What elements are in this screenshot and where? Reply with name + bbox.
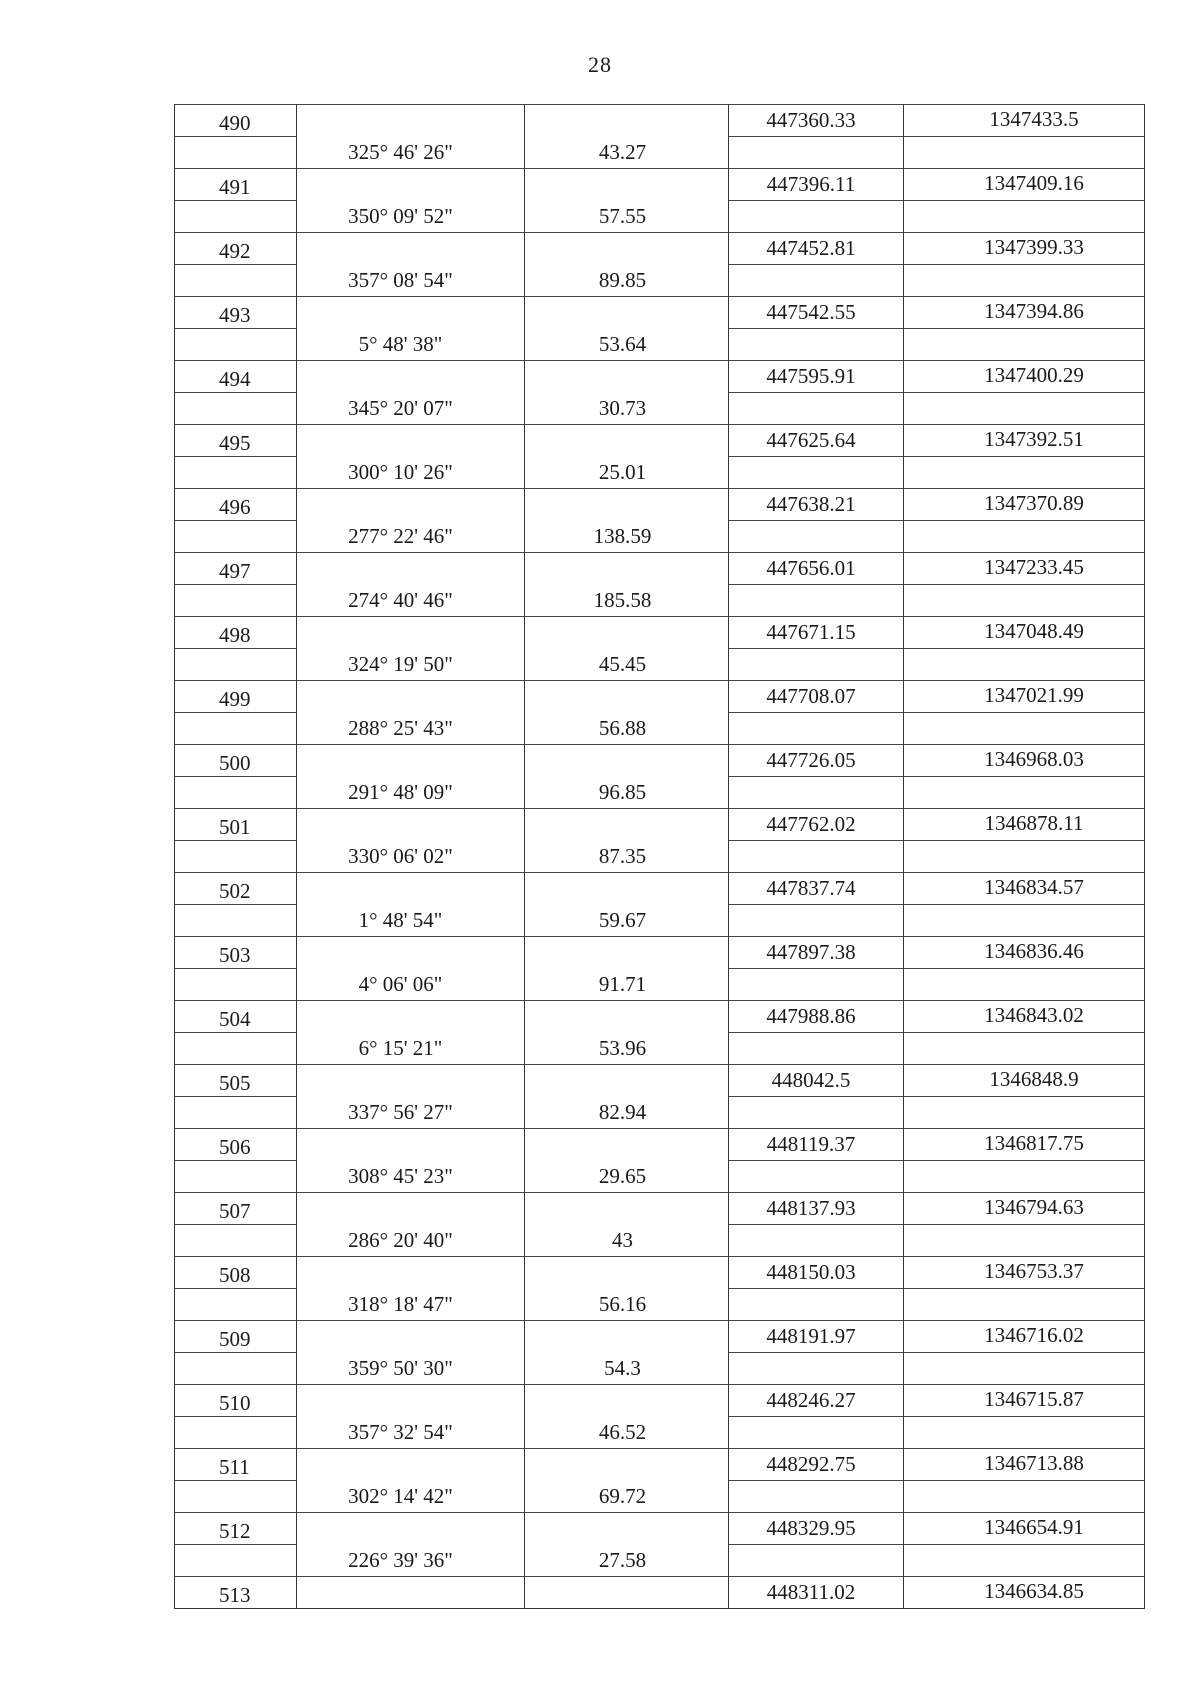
empty-cell [729, 585, 904, 617]
line-row [175, 777, 1145, 809]
empty-cell [904, 585, 1145, 617]
northing-cell: 1347433.5 [904, 105, 1145, 137]
line-row [175, 137, 1145, 169]
empty-cell [525, 681, 729, 713]
empty-cell [175, 1417, 297, 1449]
distance-cell: 82.94 [525, 1097, 729, 1129]
bearing-cell: 318° 18' 47" [297, 1289, 525, 1321]
point-row [175, 233, 1145, 265]
bearing-cell: 5° 48' 38" [297, 329, 525, 361]
bearing-cell: 300° 10' 26" [297, 457, 525, 489]
point-row [175, 1577, 1145, 1609]
empty-cell [525, 617, 729, 649]
point-id-cell: 508 [175, 1257, 297, 1289]
northing-cell: 1346716.02 [904, 1321, 1145, 1353]
line-row [175, 649, 1145, 681]
line-row [175, 969, 1145, 1001]
distance-cell: 29.65 [525, 1161, 729, 1193]
empty-cell [904, 713, 1145, 745]
line-row [175, 841, 1145, 873]
easting-cell: 447988.86 [729, 1001, 904, 1033]
empty-cell [525, 553, 729, 585]
point-row [175, 1513, 1145, 1545]
distance-cell: 30.73 [525, 393, 729, 425]
point-row [175, 1065, 1145, 1097]
empty-cell [729, 969, 904, 1001]
empty-cell [297, 1001, 525, 1033]
empty-cell [729, 1033, 904, 1065]
distance-cell: 87.35 [525, 841, 729, 873]
distance-cell: 138.59 [525, 521, 729, 553]
easting-cell: 447762.02 [729, 809, 904, 841]
point-row [175, 1257, 1145, 1289]
easting-cell: 447671.15 [729, 617, 904, 649]
northing-cell: 1346834.57 [904, 873, 1145, 905]
bearing-cell: 274° 40' 46" [297, 585, 525, 617]
point-row [175, 361, 1145, 393]
empty-cell [904, 1225, 1145, 1257]
empty-cell [525, 1449, 729, 1481]
point-row [175, 489, 1145, 521]
empty-cell [729, 457, 904, 489]
empty-cell [525, 233, 729, 265]
bearing-cell: 330° 06' 02" [297, 841, 525, 873]
distance-cell: 91.71 [525, 969, 729, 1001]
northing-cell: 1347394.86 [904, 297, 1145, 329]
line-row [175, 521, 1145, 553]
easting-cell: 448119.37 [729, 1129, 904, 1161]
northing-cell: 1346654.91 [904, 1513, 1145, 1545]
distance-cell: 46.52 [525, 1417, 729, 1449]
distance-cell: 89.85 [525, 265, 729, 297]
empty-cell [297, 233, 525, 265]
empty-cell [175, 1225, 297, 1257]
point-row [175, 169, 1145, 201]
point-id-cell: 506 [175, 1129, 297, 1161]
point-id-cell: 495 [175, 425, 297, 457]
northing-cell: 1347021.99 [904, 681, 1145, 713]
northing-cell: 1347233.45 [904, 553, 1145, 585]
easting-cell: 448042.5 [729, 1065, 904, 1097]
empty-cell [297, 1321, 525, 1353]
northing-cell: 1347048.49 [904, 617, 1145, 649]
point-row [175, 1321, 1145, 1353]
easting-cell: 447656.01 [729, 553, 904, 585]
empty-cell [729, 137, 904, 169]
empty-cell [175, 137, 297, 169]
easting-cell: 448246.27 [729, 1385, 904, 1417]
distance-cell: 53.64 [525, 329, 729, 361]
point-row [175, 1001, 1145, 1033]
northing-cell: 1346794.63 [904, 1193, 1145, 1225]
easting-cell: 448191.97 [729, 1321, 904, 1353]
empty-cell [729, 1097, 904, 1129]
point-row [175, 873, 1145, 905]
easting-cell: 448292.75 [729, 1449, 904, 1481]
line-row [175, 905, 1145, 937]
northing-cell: 1346715.87 [904, 1385, 1145, 1417]
northing-cell: 1347392.51 [904, 425, 1145, 457]
point-id-cell: 513 [175, 1577, 297, 1609]
empty-cell [297, 1577, 525, 1609]
point-id-cell: 492 [175, 233, 297, 265]
empty-cell [175, 329, 297, 361]
empty-cell [904, 905, 1145, 937]
point-id-cell: 512 [175, 1513, 297, 1545]
easting-cell: 447452.81 [729, 233, 904, 265]
empty-cell [904, 1097, 1145, 1129]
distance-cell: 54.3 [525, 1353, 729, 1385]
point-id-cell: 493 [175, 297, 297, 329]
bearing-cell: 288° 25' 43" [297, 713, 525, 745]
empty-cell [297, 297, 525, 329]
bearing-cell: 286° 20' 40" [297, 1225, 525, 1257]
point-id-cell: 502 [175, 873, 297, 905]
point-id-cell: 504 [175, 1001, 297, 1033]
line-row [175, 585, 1145, 617]
easting-cell: 448311.02 [729, 1577, 904, 1609]
empty-cell [297, 1449, 525, 1481]
line-row [175, 201, 1145, 233]
empty-cell [297, 1257, 525, 1289]
empty-cell [525, 1001, 729, 1033]
empty-cell [175, 201, 297, 233]
empty-cell [904, 457, 1145, 489]
empty-cell [175, 1097, 297, 1129]
empty-cell [525, 1129, 729, 1161]
distance-cell: 57.55 [525, 201, 729, 233]
point-id-cell: 503 [175, 937, 297, 969]
empty-cell [729, 265, 904, 297]
bearing-cell: 4° 06' 06" [297, 969, 525, 1001]
empty-cell [729, 841, 904, 873]
distance-cell: 53.96 [525, 1033, 729, 1065]
bearing-cell: 357° 32' 54" [297, 1417, 525, 1449]
bearing-cell: 345° 20' 07" [297, 393, 525, 425]
bearing-cell: 337° 56' 27" [297, 1097, 525, 1129]
empty-cell [297, 425, 525, 457]
empty-cell [729, 1161, 904, 1193]
empty-cell [525, 1065, 729, 1097]
page-number: 28 [588, 52, 612, 77]
line-row [175, 1033, 1145, 1065]
northing-cell: 1347409.16 [904, 169, 1145, 201]
empty-cell [297, 489, 525, 521]
empty-cell [297, 681, 525, 713]
northing-cell: 1346878.11 [904, 809, 1145, 841]
empty-cell [729, 713, 904, 745]
empty-cell [175, 1545, 297, 1577]
empty-cell [525, 873, 729, 905]
empty-cell [525, 169, 729, 201]
northing-cell: 1346968.03 [904, 745, 1145, 777]
distance-cell: 96.85 [525, 777, 729, 809]
empty-cell [904, 201, 1145, 233]
distance-cell: 56.88 [525, 713, 729, 745]
empty-cell [175, 713, 297, 745]
empty-cell [729, 329, 904, 361]
empty-cell [175, 1481, 297, 1513]
point-row [175, 553, 1145, 585]
empty-cell [904, 969, 1145, 1001]
survey-table-body [175, 105, 1145, 1609]
empty-cell [729, 905, 904, 937]
point-row [175, 425, 1145, 457]
line-row [175, 1225, 1145, 1257]
empty-cell [525, 1321, 729, 1353]
empty-cell [525, 1513, 729, 1545]
empty-cell [904, 1545, 1145, 1577]
point-id-cell: 511 [175, 1449, 297, 1481]
empty-cell [297, 553, 525, 585]
empty-cell [175, 649, 297, 681]
bearing-cell: 277° 22' 46" [297, 521, 525, 553]
bearing-cell: 226° 39' 36" [297, 1545, 525, 1577]
line-row [175, 393, 1145, 425]
point-row [175, 297, 1145, 329]
empty-cell [904, 1033, 1145, 1065]
empty-cell [904, 1289, 1145, 1321]
point-id-cell: 496 [175, 489, 297, 521]
northing-cell: 1346843.02 [904, 1001, 1145, 1033]
line-row [175, 713, 1145, 745]
empty-cell [297, 617, 525, 649]
line-row [175, 1417, 1145, 1449]
empty-cell [904, 1481, 1145, 1513]
easting-cell: 447708.07 [729, 681, 904, 713]
empty-cell [729, 1289, 904, 1321]
empty-cell [525, 297, 729, 329]
point-row [175, 1385, 1145, 1417]
distance-cell: 43.27 [525, 137, 729, 169]
point-id-cell: 499 [175, 681, 297, 713]
empty-cell [525, 1193, 729, 1225]
point-row [175, 745, 1145, 777]
point-id-cell: 494 [175, 361, 297, 393]
easting-cell: 447837.74 [729, 873, 904, 905]
easting-cell: 448150.03 [729, 1257, 904, 1289]
empty-cell [904, 1353, 1145, 1385]
empty-cell [175, 1289, 297, 1321]
empty-cell [729, 1417, 904, 1449]
empty-cell [175, 1161, 297, 1193]
bearing-cell: 350° 09' 52" [297, 201, 525, 233]
empty-cell [729, 1225, 904, 1257]
empty-cell [175, 969, 297, 1001]
easting-cell: 447897.38 [729, 937, 904, 969]
empty-cell [175, 521, 297, 553]
empty-cell [729, 521, 904, 553]
empty-cell [297, 745, 525, 777]
empty-cell [525, 1385, 729, 1417]
empty-cell [175, 265, 297, 297]
northing-cell: 1347399.33 [904, 233, 1145, 265]
empty-cell [729, 649, 904, 681]
distance-cell: 59.67 [525, 905, 729, 937]
distance-cell: 45.45 [525, 649, 729, 681]
empty-cell [904, 1161, 1145, 1193]
bearing-cell: 302° 14' 42" [297, 1481, 525, 1513]
point-row [175, 1449, 1145, 1481]
line-row [175, 1097, 1145, 1129]
easting-cell: 447595.91 [729, 361, 904, 393]
line-row [175, 1481, 1145, 1513]
point-row [175, 617, 1145, 649]
bearing-cell: 359° 50' 30" [297, 1353, 525, 1385]
empty-cell [297, 1193, 525, 1225]
empty-cell [297, 873, 525, 905]
point-id-cell: 510 [175, 1385, 297, 1417]
point-id-cell: 498 [175, 617, 297, 649]
bearing-cell: 324° 19' 50" [297, 649, 525, 681]
northing-cell: 1346713.88 [904, 1449, 1145, 1481]
empty-cell [904, 265, 1145, 297]
bearing-cell: 291° 48' 09" [297, 777, 525, 809]
empty-cell [525, 809, 729, 841]
northing-cell: 1346848.9 [904, 1065, 1145, 1097]
point-row [175, 937, 1145, 969]
empty-cell [904, 841, 1145, 873]
line-row [175, 1353, 1145, 1385]
bearing-cell: 325° 46' 26" [297, 137, 525, 169]
empty-cell [175, 905, 297, 937]
empty-cell [904, 137, 1145, 169]
empty-cell [904, 777, 1145, 809]
empty-cell [729, 393, 904, 425]
empty-cell [297, 169, 525, 201]
northing-cell: 1347400.29 [904, 361, 1145, 393]
empty-cell [297, 1513, 525, 1545]
point-id-cell: 507 [175, 1193, 297, 1225]
point-row [175, 1129, 1145, 1161]
empty-cell [525, 105, 729, 137]
empty-cell [175, 1353, 297, 1385]
empty-cell [729, 777, 904, 809]
distance-cell: 27.58 [525, 1545, 729, 1577]
distance-cell: 69.72 [525, 1481, 729, 1513]
point-id-cell: 501 [175, 809, 297, 841]
empty-cell [297, 1065, 525, 1097]
empty-cell [525, 937, 729, 969]
point-row [175, 105, 1145, 137]
northing-cell: 1346817.75 [904, 1129, 1145, 1161]
point-id-cell: 497 [175, 553, 297, 585]
northing-cell: 1346753.37 [904, 1257, 1145, 1289]
empty-cell [729, 1481, 904, 1513]
point-id-cell: 505 [175, 1065, 297, 1097]
northing-cell: 1346634.85 [904, 1577, 1145, 1609]
distance-cell: 43 [525, 1225, 729, 1257]
empty-cell [175, 777, 297, 809]
empty-cell [175, 841, 297, 873]
line-row [175, 457, 1145, 489]
empty-cell [904, 649, 1145, 681]
empty-cell [729, 201, 904, 233]
empty-cell [297, 1129, 525, 1161]
empty-cell [525, 489, 729, 521]
easting-cell: 447625.64 [729, 425, 904, 457]
distance-cell: 25.01 [525, 457, 729, 489]
bearing-cell: 1° 48' 54" [297, 905, 525, 937]
point-id-cell: 491 [175, 169, 297, 201]
point-row [175, 681, 1145, 713]
empty-cell [297, 1385, 525, 1417]
line-row [175, 1161, 1145, 1193]
empty-cell [729, 1545, 904, 1577]
empty-cell [175, 1033, 297, 1065]
easting-cell: 448137.93 [729, 1193, 904, 1225]
empty-cell [904, 1417, 1145, 1449]
empty-cell [525, 361, 729, 393]
empty-cell [525, 745, 729, 777]
empty-cell [525, 1257, 729, 1289]
bearing-cell: 357° 08' 54" [297, 265, 525, 297]
point-row [175, 809, 1145, 841]
easting-cell: 447638.21 [729, 489, 904, 521]
point-row [175, 1193, 1145, 1225]
easting-cell: 447360.33 [729, 105, 904, 137]
distance-cell: 185.58 [525, 585, 729, 617]
bearing-cell: 308° 45' 23" [297, 1161, 525, 1193]
empty-cell [525, 425, 729, 457]
survey-coordinates-table [174, 104, 1145, 1609]
easting-cell: 447396.11 [729, 169, 904, 201]
point-id-cell: 509 [175, 1321, 297, 1353]
point-id-cell: 500 [175, 745, 297, 777]
northing-cell: 1346836.46 [904, 937, 1145, 969]
empty-cell [904, 393, 1145, 425]
line-row [175, 1289, 1145, 1321]
empty-cell [525, 1577, 729, 1609]
empty-cell [729, 1353, 904, 1385]
line-row [175, 265, 1145, 297]
line-row [175, 1545, 1145, 1577]
empty-cell [175, 457, 297, 489]
easting-cell: 447726.05 [729, 745, 904, 777]
empty-cell [175, 393, 297, 425]
easting-cell: 447542.55 [729, 297, 904, 329]
empty-cell [904, 521, 1145, 553]
bearing-cell: 6° 15' 21" [297, 1033, 525, 1065]
empty-cell [297, 809, 525, 841]
empty-cell [297, 937, 525, 969]
empty-cell [904, 329, 1145, 361]
distance-cell: 56.16 [525, 1289, 729, 1321]
point-id-cell: 490 [175, 105, 297, 137]
empty-cell [175, 585, 297, 617]
line-row [175, 329, 1145, 361]
easting-cell: 448329.95 [729, 1513, 904, 1545]
northing-cell: 1347370.89 [904, 489, 1145, 521]
empty-cell [297, 361, 525, 393]
empty-cell [297, 105, 525, 137]
